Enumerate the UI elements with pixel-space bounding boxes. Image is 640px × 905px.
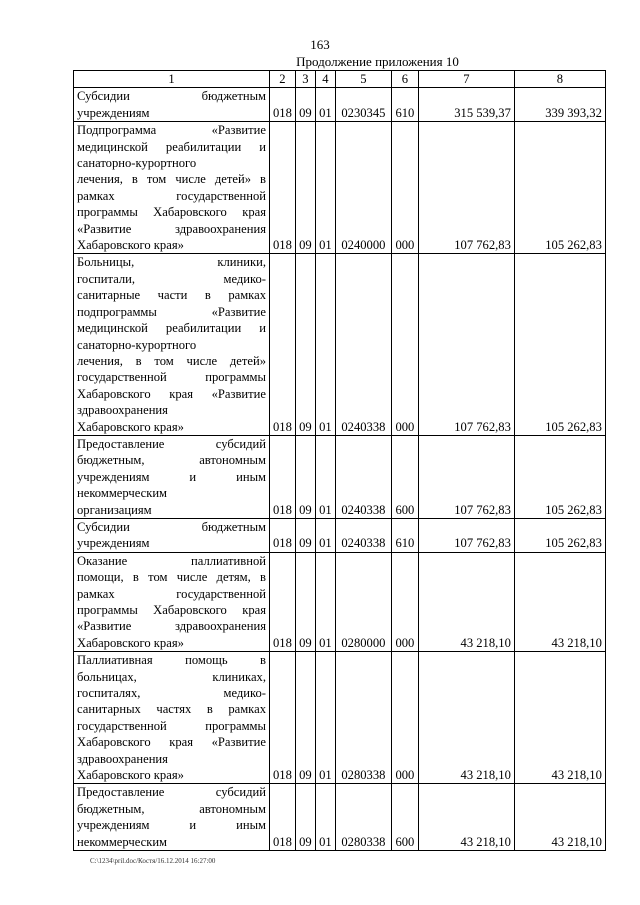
description-line: бюджетным, автономным (77, 801, 266, 816)
section-code-cell: 09 (295, 435, 315, 518)
description-line: учреждениям и иным (77, 469, 266, 484)
expense-type-cell: 000 (391, 254, 418, 435)
description-line: рамках государственной (77, 586, 266, 601)
page-number: 163 (310, 37, 330, 52)
description-line: Субсидии бюджетным (77, 519, 266, 534)
subsection-code-cell: 01 (315, 435, 335, 518)
description-line: медицинской реабилитации и (77, 139, 266, 154)
expense-type-cell: 000 (391, 552, 418, 651)
ministry-code-cell: 018 (270, 652, 296, 784)
description-line: программы Хабаровского края (77, 603, 266, 617)
row-description (74, 435, 270, 518)
expense-type-cell: 600 (391, 784, 418, 851)
description-line: Оказание паллиативной (77, 553, 266, 568)
description-line: медицинской реабилитации и (77, 321, 266, 336)
description-line: Хабаровского края «Развитие (77, 386, 266, 401)
description-line: Хабаровского края» (77, 768, 184, 783)
table-row (74, 435, 606, 518)
amount-year-1-cell: 107 762,83 (418, 435, 514, 518)
description-line: госпиталях, медико- (77, 686, 266, 701)
description-line: Паллиативная помощь в (77, 653, 266, 668)
subsection-code-cell: 01 (315, 784, 335, 851)
section-code-cell: 09 (295, 552, 315, 651)
row-description (74, 254, 270, 435)
description-line: «Развитие здравоохранения (77, 221, 266, 236)
description-line: Хабаровского края» (77, 238, 184, 253)
section-code-cell: 09 (295, 518, 315, 552)
ministry-code-cell: 018 (270, 435, 296, 518)
row-description (74, 122, 270, 254)
description-line: программы Хабаровского края (77, 205, 266, 220)
description-line: лечения, в том числе детей» (77, 353, 266, 368)
description-line: Субсидии бюджетным (77, 89, 266, 104)
amount-year-2-cell: 105 262,83 (514, 254, 605, 435)
row-description (74, 784, 270, 851)
amount-year-1-cell: 43 218,10 (418, 652, 514, 784)
description-line: санитарные части в рамках (77, 288, 266, 303)
header-col-7: 7 (418, 71, 514, 88)
ministry-code-cell: 018 (270, 254, 296, 435)
target-article-cell: 0280338 (335, 652, 391, 784)
subsection-code-cell: 01 (315, 552, 335, 651)
description-line: больницах, клиниках, (77, 669, 266, 684)
description-line: Хабаровского края «Развитие (77, 735, 266, 750)
table-row (74, 88, 606, 122)
row-description (74, 552, 270, 651)
description-line: Хабаровского края» (77, 419, 184, 434)
description-line: некоммерческим (77, 834, 168, 849)
description-line: помощи, в том числе детям, в (77, 570, 266, 585)
amount-year-1-cell: 107 762,83 (418, 518, 514, 552)
description-line: Предоставление субсидий (77, 785, 266, 800)
description-line: подпрограммы «Развитие (77, 304, 266, 319)
description-line: государственной программы (77, 370, 266, 385)
target-article-cell: 0240338 (335, 254, 391, 435)
description-line: «Развитие здравоохранения (77, 619, 266, 634)
target-article-cell: 0240338 (335, 518, 391, 552)
amount-year-1-cell: 107 762,83 (418, 122, 514, 254)
description-line: Больницы, клиники, (77, 255, 266, 270)
description-line: госпитали, медико- (77, 271, 266, 286)
amount-year-2-cell: 43 218,10 (514, 652, 605, 784)
description-line: санитарных частях в рамках (77, 702, 266, 717)
table-row (74, 122, 606, 254)
description-line: бюджетным, автономным (77, 453, 266, 468)
description-line: государственной программы (77, 718, 266, 733)
amount-year-2-cell: 105 262,83 (514, 122, 605, 254)
target-article-cell: 0280000 (335, 552, 391, 651)
description-line: лечения, в том числе детей» в (77, 172, 266, 187)
header-col-2: 2 (270, 71, 296, 88)
section-code-cell: 09 (295, 88, 315, 122)
description-line: Предоставление субсидий (77, 436, 266, 451)
row-description (74, 652, 270, 784)
subsection-code-cell: 01 (315, 652, 335, 784)
header-col-6: 6 (391, 71, 418, 88)
description-line: здравоохранения (77, 751, 168, 766)
row-description (74, 518, 270, 552)
target-article-cell: 0240000 (335, 122, 391, 254)
amount-year-1-cell: 43 218,10 (418, 784, 514, 851)
subsection-code-cell: 01 (315, 254, 335, 435)
description-line: Подпрограмма «Развитие (77, 123, 266, 138)
table-row (74, 254, 606, 435)
subsection-code-cell: 01 (315, 88, 335, 122)
ministry-code-cell: 018 (270, 518, 296, 552)
amount-year-2-cell: 105 262,83 (514, 435, 605, 518)
description-line: рамках государственной (77, 188, 266, 203)
subsection-code-cell: 01 (315, 518, 335, 552)
description-line: санаторно-курортного (77, 156, 197, 171)
header-col-4: 4 (315, 71, 335, 88)
section-code-cell: 09 (295, 784, 315, 851)
expense-type-cell: 000 (391, 652, 418, 784)
description-line: некоммерческим (77, 486, 168, 501)
ministry-code-cell: 018 (270, 88, 296, 122)
section-code-cell: 09 (295, 254, 315, 435)
description-line: учреждениям (77, 536, 150, 551)
target-article-cell: 0240338 (335, 435, 391, 518)
header-col-5: 5 (335, 71, 391, 88)
table-body (74, 88, 606, 851)
table-header-row (74, 71, 606, 88)
table-row (74, 518, 606, 552)
target-article-cell: 0280338 (335, 784, 391, 851)
section-code-cell: 09 (295, 652, 315, 784)
expense-type-cell: 610 (391, 88, 418, 122)
ministry-code-cell: 018 (270, 784, 296, 851)
subsection-code-cell: 01 (315, 122, 335, 254)
ministry-code-cell: 018 (270, 552, 296, 651)
header-col-1: 1 (74, 71, 270, 88)
ministry-code-cell: 018 (270, 122, 296, 254)
row-description (74, 88, 270, 122)
expense-type-cell: 000 (391, 122, 418, 254)
budget-table (73, 70, 606, 851)
table-row (74, 552, 606, 651)
description-line: организациям (77, 502, 152, 517)
description-line: здравоохранения (77, 403, 168, 418)
target-article-cell: 0230345 (335, 88, 391, 122)
header-col-3: 3 (295, 71, 315, 88)
continuation-title: Продолжение приложения 10 (296, 54, 459, 69)
amount-year-1-cell: 43 218,10 (418, 552, 514, 651)
table-row (74, 652, 606, 784)
amount-year-2-cell: 339 393,32 (514, 88, 605, 122)
description-line: Хабаровского края» (77, 635, 184, 650)
description-line: учреждениям (77, 105, 150, 120)
section-code-cell: 09 (295, 122, 315, 254)
amount-year-2-cell: 105 262,83 (514, 518, 605, 552)
amount-year-1-cell: 107 762,83 (418, 254, 514, 435)
amount-year-2-cell: 43 218,10 (514, 784, 605, 851)
amount-year-2-cell: 43 218,10 (514, 552, 605, 651)
table-row (74, 784, 606, 851)
expense-type-cell: 610 (391, 518, 418, 552)
header-col-8: 8 (514, 71, 605, 88)
amount-year-1-cell: 315 539,37 (418, 88, 514, 122)
file-path-footer: C:\1234\pril.doc/Костя/16.12.2014 16:27:00 (90, 857, 216, 865)
description-line: санаторно-курортного (77, 337, 197, 352)
expense-type-cell: 600 (391, 435, 418, 518)
description-line: учреждениям и иным (77, 818, 266, 833)
